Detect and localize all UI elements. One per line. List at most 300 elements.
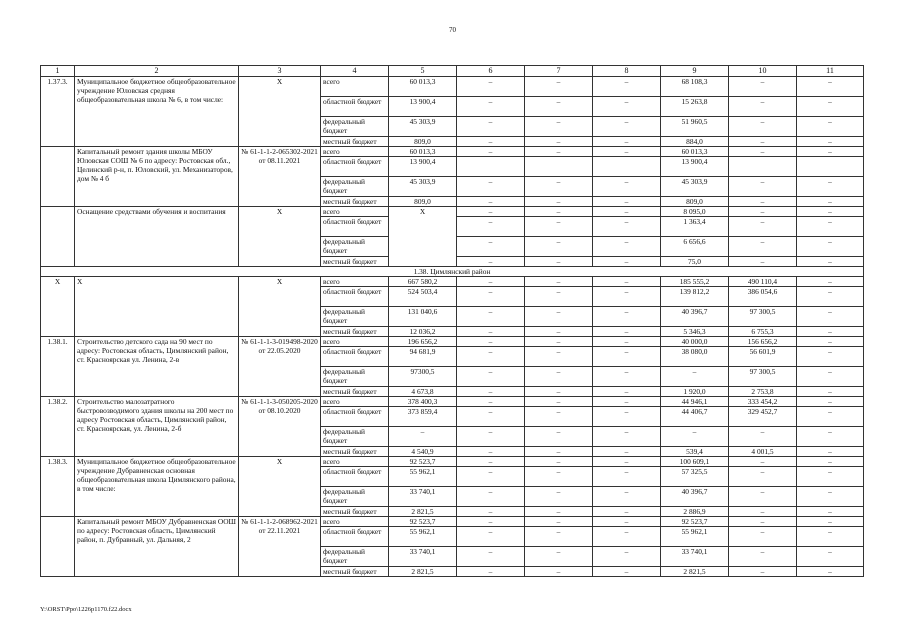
table-cell: 92 523,7 [661,517,729,527]
header-cell: 4 [321,66,389,77]
table-cell: – [457,397,525,407]
table-cell: – [797,527,864,547]
table-cell: федеральный бюджет [321,177,389,197]
table-cell: – [797,237,864,257]
header-cell: 9 [661,66,729,77]
table-cell: – [593,457,661,467]
table-cell: 139 812,2 [661,287,729,307]
table-cell: – [457,147,525,157]
table-cell: – [525,547,593,567]
table-cell: – [729,547,797,567]
table-cell: – [729,117,797,137]
table-cell: 4 540,9 [389,447,457,457]
table-cell: – [797,447,864,457]
table-cell: 2 886,9 [661,507,729,517]
table-cell: – [593,117,661,137]
table-cell: – [389,427,457,447]
table-cell: – [525,467,593,487]
table-cell: – [593,517,661,527]
table-cell: – [593,277,661,287]
table-cell: 60 013,3 [661,147,729,157]
table-cell: Строительство малозатратного быстровозводимого здания школы на 200 мест по адресу Ростовская область, Цимлянский район, ст. Красноярская, ул. Ленина, 2-б [75,397,239,457]
header-cell: 8 [593,66,661,77]
table-cell: 131 040,6 [389,307,457,327]
table-cell: 55 962,1 [389,527,457,547]
table-cell: всего [321,337,389,347]
table-cell: – [593,407,661,427]
table-cell: 4 001,5 [729,447,797,457]
table-cell: федеральный бюджет [321,117,389,137]
budget-table [40,65,864,577]
table-cell [41,147,75,207]
table-cell: – [729,517,797,527]
table-cell: областной бюджет [321,157,389,177]
table-cell: № 61-1-1-2-068962-2021 от 22.11.2021 [239,517,321,577]
table-cell: федеральный бюджет [321,487,389,507]
table-cell: Муниципальное бюджетное общеобразовательное учреждение Дубравненская основная общеобразовательная школа Цимлянского района, в том числе: [75,457,239,517]
table-cell: 75,0 [661,257,729,267]
table-cell: – [457,517,525,527]
table-cell: – [457,237,525,257]
table-cell: X [389,207,457,267]
table-cell: – [525,287,593,307]
table-cell: – [525,197,593,207]
table-cell: – [797,547,864,567]
table-cell: – [457,137,525,147]
table-cell: – [593,547,661,567]
table-cell: – [797,467,864,487]
table-cell: 15 263,8 [661,97,729,117]
table-cell: – [457,567,525,577]
table-cell: 884,0 [661,137,729,147]
table-cell: 1 920,0 [661,387,729,397]
table-cell: всего [321,397,389,407]
table-cell: 185 555,2 [661,277,729,287]
table-cell: 1 363,4 [661,217,729,237]
table-cell: – [457,487,525,507]
table-cell: – [525,147,593,157]
table-cell: № 61-1-1-3-019498-2020 от 22.05.2020 [239,337,321,397]
table-cell: – [525,177,593,197]
table-cell: X [239,457,321,517]
table-cell: – [457,467,525,487]
table-cell: – [457,457,525,467]
table-cell: 40 396,7 [661,307,729,327]
table-cell: 33 740,1 [389,487,457,507]
table-cell: 809,0 [661,197,729,207]
table-cell: 92 523,7 [389,457,457,467]
table-cell: 13 900,4 [389,157,457,177]
table-cell: № 61-1-1-3-050205-2020 от 08.10.2020 [239,397,321,457]
table-cell: – [457,427,525,447]
table-cell: всего [321,147,389,157]
table-cell: – [729,77,797,97]
table-cell: – [593,527,661,547]
table-cell: – [593,327,661,337]
table-cell: областной бюджет [321,287,389,307]
table-cell: – [525,457,593,467]
table-cell: – [797,347,864,367]
table-cell: – [729,527,797,547]
table-cell: 45 303,9 [389,177,457,197]
table-row [41,457,864,467]
header-cell: 3 [239,66,321,77]
table-cell: – [525,427,593,447]
table-row [41,337,864,347]
table-cell: – [525,137,593,147]
table-cell: федеральный бюджет [321,237,389,257]
table-cell: X [239,207,321,267]
table-cell: – [457,407,525,427]
table-cell: – [729,457,797,467]
table-cell: – [797,287,864,307]
table-cell: – [729,207,797,217]
table-cell: – [797,257,864,267]
table-cell: X [239,277,321,337]
table-cell: всего [321,77,389,97]
table-cell: – [593,387,661,397]
table-cell: местный бюджет [321,447,389,457]
table-cell: 38 080,0 [661,347,729,367]
table-cell: – [525,447,593,457]
table-cell [593,157,661,177]
table-cell: всего [321,207,389,217]
table-cell: 94 681,9 [389,347,457,367]
table-cell: 40 000,0 [661,337,729,347]
table-cell: – [525,407,593,427]
table-cell: 13 900,4 [661,157,729,177]
table-cell: местный бюджет [321,257,389,267]
table-cell: № 61-1-1-2-065302-2021 от 08.11.2021 [239,147,321,207]
header-cell: 5 [389,66,457,77]
table-cell: – [457,217,525,237]
table-cell: Капитальный ремонт здания школы МБОУ Юловская СОШ № 6 по адресу: Ростовская обл., Целинский р-н, п. Юловский, ул. Механизаторов, дом № 4 б [75,147,239,207]
table-cell: X [239,77,321,147]
table-cell: – [797,217,864,237]
table-cell: – [457,277,525,287]
table-cell: 100 609,1 [661,457,729,467]
table-cell: – [525,97,593,117]
table-cell: областной бюджет [321,347,389,367]
table-row [41,207,864,217]
header-row [41,66,864,77]
table-cell: 97 300,5 [729,367,797,387]
table-cell: 51 960,5 [661,117,729,137]
table-cell: 378 400,3 [389,397,457,407]
table-cell: – [593,397,661,407]
table-body [41,66,864,577]
table-cell: 97 300,5 [729,307,797,327]
table-cell: – [525,367,593,387]
table-cell: – [729,217,797,237]
table-cell: – [797,277,864,287]
table-cell: местный бюджет [321,387,389,397]
table-cell: областной бюджет [321,407,389,427]
table-cell: 386 054,6 [729,287,797,307]
table-cell: – [797,327,864,337]
table-cell: – [593,217,661,237]
table-cell: – [457,337,525,347]
table-cell: 33 740,1 [389,547,457,567]
table-cell: 2 821,5 [661,567,729,577]
table-cell: местный бюджет [321,507,389,517]
section-title: 1.38. Цимлянский район [41,267,864,277]
table-cell: 68 108,3 [661,77,729,97]
table-cell: – [525,307,593,327]
table-cell: – [797,137,864,147]
table-cell: 2 753,8 [729,387,797,397]
table-cell: – [593,567,661,577]
section-row [41,267,864,277]
table-cell: – [525,487,593,507]
table-cell: – [593,177,661,197]
table-cell: X [41,277,75,337]
table-cell: – [593,287,661,307]
table-cell: – [797,407,864,427]
page-number: 70 [449,26,456,34]
table-cell: 8 095,0 [661,207,729,217]
table-cell: 5 346,3 [661,327,729,337]
table-cell: – [593,257,661,267]
table-row [41,147,864,157]
table-cell: – [797,567,864,577]
table-cell: – [797,517,864,527]
table-cell: 12 036,2 [389,327,457,337]
table-cell: 2 821,5 [389,567,457,577]
table-cell: 97300,5 [389,367,457,387]
table-cell: – [729,97,797,117]
table-cell: 13 900,4 [389,97,457,117]
table-cell: 45 303,9 [661,177,729,197]
table-cell: – [797,307,864,327]
table-cell [41,517,75,577]
table-cell: – [457,97,525,117]
table-cell: – [525,327,593,337]
table-cell: 156 656,2 [729,337,797,347]
table-cell: 57 325,5 [661,467,729,487]
table-cell: 55 962,1 [389,467,457,487]
table-cell: – [729,237,797,257]
table-cell: 373 859,4 [389,407,457,427]
table-cell: – [797,177,864,197]
table-cell: 1.38.1. [41,337,75,397]
table-cell [41,207,75,267]
table-cell: – [457,287,525,307]
table-cell: – [593,507,661,517]
table-cell: федеральный бюджет [321,427,389,447]
table-cell: – [593,137,661,147]
table-cell: областной бюджет [321,527,389,547]
table-cell: 40 396,7 [661,487,729,507]
table-cell: 667 580,2 [389,277,457,287]
table-cell: – [457,447,525,457]
table-cell: областной бюджет [321,217,389,237]
table-cell: всего [321,517,389,527]
table-cell [457,157,525,177]
table-cell: – [661,367,729,387]
table-cell: – [593,147,661,157]
table-cell: областной бюджет [321,467,389,487]
table-cell: – [797,487,864,507]
table-cell: всего [321,457,389,467]
table-cell: – [593,487,661,507]
table-cell: – [593,337,661,347]
table-cell: – [661,427,729,447]
table-cell: 60 013,3 [389,77,457,97]
table-cell: – [457,197,525,207]
table-cell: – [593,367,661,387]
table-cell: – [525,237,593,257]
table-cell: – [593,97,661,117]
table-cell: – [525,217,593,237]
table-cell: всего [321,277,389,287]
table-cell: – [593,467,661,487]
table-cell: Строительство детского сада на 90 мест по адресу: Ростовская область, Цимлянский район, ст. Красноярская ул. Ленина, 2-в [75,337,239,397]
table-cell: – [525,387,593,397]
table-cell: – [797,117,864,137]
table-cell: – [797,397,864,407]
table-cell: – [457,307,525,327]
table-cell: Капитальный ремонт МБОУ Дубравненская ООШ по адресу: Ростовская область, Цимлянский район, п. Дубравный, ул. Дальняя, 2 [75,517,239,577]
table-cell: 809,0 [389,137,457,147]
table-cell: федеральный бюджет [321,307,389,327]
table-cell: – [525,567,593,577]
table-cell: местный бюджет [321,137,389,147]
table-cell: – [729,507,797,517]
table-cell: федеральный бюджет [321,547,389,567]
table-cell: – [525,397,593,407]
table-cell: 92 523,7 [389,517,457,527]
header-cell: 11 [797,66,864,77]
table-cell: – [729,467,797,487]
table-cell: – [457,207,525,217]
table-cell: 2 821,5 [389,507,457,517]
table-cell: местный бюджет [321,197,389,207]
table-cell: 333 454,2 [729,397,797,407]
table-cell: – [729,177,797,197]
table-cell: 44 946,1 [661,397,729,407]
table-cell: – [797,427,864,447]
table-cell: – [593,77,661,97]
table-row [41,77,864,97]
table-cell: 490 110,4 [729,277,797,287]
table-cell: – [525,507,593,517]
table-cell: – [729,257,797,267]
table-cell: – [457,387,525,397]
table-cell: – [457,177,525,197]
header-cell: 2 [75,66,239,77]
table-cell: – [593,197,661,207]
table-cell: 33 740,1 [661,547,729,567]
table-cell: – [729,427,797,447]
table-cell: 4 673,8 [389,387,457,397]
table-row [41,277,864,287]
table-cell: 539,4 [661,447,729,457]
table-cell: 6 755,3 [729,327,797,337]
table-cell [525,157,593,177]
table-cell: – [729,197,797,207]
table-row [41,517,864,527]
table-cell: – [457,527,525,547]
table-cell: – [525,77,593,97]
table-cell: – [593,447,661,457]
table-cell: 56 601,9 [729,347,797,367]
table-cell: 45 303,9 [389,117,457,137]
table-cell: – [525,277,593,287]
table-cell: – [593,347,661,367]
table-cell: – [457,367,525,387]
header-cell: 10 [729,66,797,77]
table-cell: – [797,207,864,217]
table-cell: – [729,487,797,507]
table-cell: – [797,147,864,157]
table-cell: – [525,527,593,547]
table-cell: – [797,387,864,397]
table-cell: – [593,207,661,217]
table-cell: – [593,237,661,257]
table-cell: областной бюджет [321,97,389,117]
table-cell: – [457,257,525,267]
file-path-footer: Y:\ORST\Ppo\1226p1170.f22.docx [40,606,132,613]
table-cell: Муниципальное бюджетное общеобразовательное учреждение Юловская средняя общеобразовательная школа № 6, в том числе: [75,77,239,147]
table-cell: – [525,347,593,367]
table-cell: – [729,567,797,577]
header-cell: 7 [525,66,593,77]
table-cell: 809,0 [389,197,457,207]
table-cell: 44 406,7 [661,407,729,427]
table-cell [797,157,864,177]
table-cell: X [75,277,239,337]
table-cell: 329 452,7 [729,407,797,427]
table-cell: 524 503,4 [389,287,457,307]
table-cell: местный бюджет [321,327,389,337]
table-cell: – [797,507,864,517]
table-cell: – [457,77,525,97]
table-cell: 55 962,1 [661,527,729,547]
table-cell: – [457,507,525,517]
table-cell: – [797,457,864,467]
table-cell: – [525,337,593,347]
table-cell: 1.38.3. [41,457,75,517]
table-cell: – [797,77,864,97]
table-cell: – [729,147,797,157]
table-cell: – [525,257,593,267]
table-cell: – [457,347,525,367]
table-cell: 1.38.2. [41,397,75,457]
table-cell: – [457,547,525,567]
table-cell: 196 656,2 [389,337,457,347]
table-cell: – [797,337,864,347]
table-cell: 1.37.3. [41,77,75,147]
table-cell: – [797,367,864,387]
table-cell: – [797,97,864,117]
table-cell: федеральный бюджет [321,367,389,387]
header-cell: 1 [41,66,75,77]
table-cell: 60 013,3 [389,147,457,157]
table-cell: – [525,207,593,217]
table-cell: – [457,117,525,137]
table-cell: Оснащение средствами обучения и воспитания [75,207,239,267]
table-cell: – [729,137,797,147]
header-cell: 6 [457,66,525,77]
table-cell: местный бюджет [321,567,389,577]
table-cell: – [525,117,593,137]
table-cell: – [457,327,525,337]
table-cell: 6 656,6 [661,237,729,257]
table-cell: – [525,517,593,527]
table-cell [729,157,797,177]
table-cell: – [593,307,661,327]
